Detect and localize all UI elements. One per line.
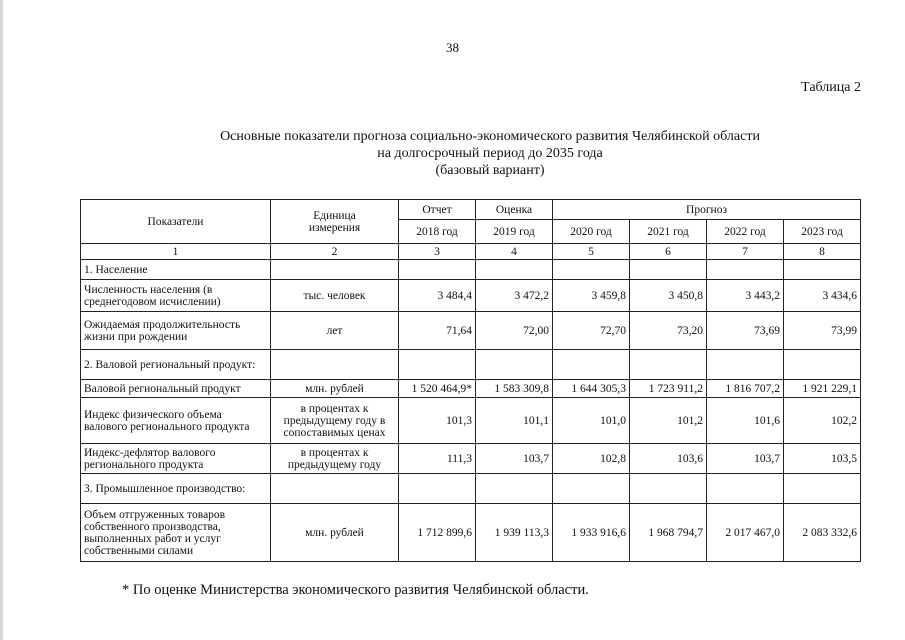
column-number: 7 [707, 244, 784, 260]
header-year: 2019 год [476, 220, 553, 244]
value-cell: 103,5 [784, 444, 861, 474]
row-label: Ожидаемая продолжительность жизни при рождении [81, 312, 271, 350]
table-row [81, 380, 861, 398]
table-label: Таблица 2 [801, 80, 861, 95]
value-cell: 101,3 [399, 398, 476, 444]
row-label: Индекс-дефлятор валового регионального продукта [81, 444, 271, 474]
row-unit: тыс. человек [271, 280, 399, 312]
value-cell: 73,69 [707, 312, 784, 350]
row-unit: лет [271, 312, 399, 350]
header-unit-line-1: Единица [313, 209, 356, 222]
value-cell [399, 350, 476, 380]
value-cell: 1 644 305,3 [553, 380, 630, 398]
value-cell [553, 350, 630, 380]
value-cell [553, 474, 630, 504]
value-cell [399, 474, 476, 504]
column-number: 2 [271, 244, 399, 260]
value-cell [707, 350, 784, 380]
header-estimate: Оценка [476, 200, 553, 220]
value-cell: 2 017 467,0 [707, 504, 784, 562]
value-cell: 1 939 113,3 [476, 504, 553, 562]
value-cell: 3 450,8 [630, 280, 707, 312]
value-cell [784, 350, 861, 380]
value-cell: 1 933 916,6 [553, 504, 630, 562]
value-cell: 1 968 794,7 [630, 504, 707, 562]
section-row [81, 260, 861, 280]
value-cell: 3 484,4 [399, 280, 476, 312]
column-number: 8 [784, 244, 861, 260]
header-year: 2020 год [553, 220, 630, 244]
value-cell: 103,7 [476, 444, 553, 474]
value-cell: 3 443,2 [707, 280, 784, 312]
value-cell [630, 474, 707, 504]
row-unit [271, 474, 399, 504]
column-number: 6 [630, 244, 707, 260]
section-row [81, 350, 861, 380]
section-row [81, 474, 861, 504]
header-forecast: Прогноз [553, 200, 861, 220]
value-cell: 3 459,8 [553, 280, 630, 312]
value-cell: 1 583 309,8 [476, 380, 553, 398]
table-row [81, 398, 861, 444]
value-cell: 101,2 [630, 398, 707, 444]
row-label: Валовой региональный продукт [81, 380, 271, 398]
header-year: 2022 год [707, 220, 784, 244]
value-cell: 101,1 [476, 398, 553, 444]
value-cell: 1 921 229,1 [784, 380, 861, 398]
column-number: 3 [399, 244, 476, 260]
header-year: 2021 год [630, 220, 707, 244]
value-cell: 101,6 [707, 398, 784, 444]
forecast-table [80, 199, 861, 562]
row-label: 2. Валовой региональный продукт: [81, 350, 271, 380]
value-cell: 73,99 [784, 312, 861, 350]
header-unit [271, 200, 399, 244]
value-cell [784, 260, 861, 280]
row-unit: млн. рублей [271, 380, 399, 398]
value-cell: 103,6 [630, 444, 707, 474]
value-cell: 111,3 [399, 444, 476, 474]
value-cell: 3 434,6 [784, 280, 861, 312]
value-cell: 72,70 [553, 312, 630, 350]
column-number: 5 [553, 244, 630, 260]
footnote: * По оценке Министерства экономического развития Челябинской области. [122, 582, 589, 598]
table-row [81, 504, 861, 562]
value-cell [784, 474, 861, 504]
row-label: 3. Промышленное производство: [81, 474, 271, 504]
row-label: Индекс физического объема валового регионального продукта [81, 398, 271, 444]
value-cell: 1 723 911,2 [630, 380, 707, 398]
title-line-1: Основные показатели прогноза социально-экономического развития Челябинской области [220, 129, 760, 144]
value-cell [630, 260, 707, 280]
header-year: 2023 год [784, 220, 861, 244]
value-cell [399, 260, 476, 280]
value-cell: 73,20 [630, 312, 707, 350]
value-cell: 71,64 [399, 312, 476, 350]
header-indicators: Показатели [81, 200, 271, 244]
value-cell: 103,7 [707, 444, 784, 474]
value-cell: 1 712 899,6 [399, 504, 476, 562]
row-unit [271, 350, 399, 380]
column-number: 4 [476, 244, 553, 260]
table-row [81, 444, 861, 474]
page-edge [0, 0, 3, 640]
header-row-1 [81, 200, 861, 220]
row-unit: в процентах к предыдущему году [271, 444, 399, 474]
value-cell: 1 520 464,9* [399, 380, 476, 398]
value-cell: 3 472,2 [476, 280, 553, 312]
header-year: 2018 год [399, 220, 476, 244]
document-title [80, 128, 900, 179]
value-cell: 1 816 707,2 [707, 380, 784, 398]
column-number-row [81, 244, 861, 260]
value-cell: 101,0 [553, 398, 630, 444]
row-unit [271, 260, 399, 280]
header-unit-line-2: измерения [308, 221, 361, 234]
title-line-2: на долгосрочный период до 2035 года [377, 146, 603, 161]
value-cell [476, 350, 553, 380]
value-cell: 102,2 [784, 398, 861, 444]
column-number: 1 [81, 244, 271, 260]
row-label: Объем отгруженных товаров собственного производства, выполненных работ и услуг собственными силами [81, 504, 271, 562]
value-cell: 102,8 [553, 444, 630, 474]
page-number: 38 [446, 40, 459, 55]
value-cell [476, 260, 553, 280]
row-unit: млн. рублей [271, 504, 399, 562]
header-report: Отчет [399, 200, 476, 220]
row-unit: в процентах к предыдущему году в сопоставимых ценах [271, 398, 399, 444]
title-line-3: (базовый вариант) [435, 163, 545, 178]
value-cell: 72,00 [476, 312, 553, 350]
row-label: Численность населения (в среднегодовом исчислении) [81, 280, 271, 312]
value-cell [553, 260, 630, 280]
table-row [81, 280, 861, 312]
value-cell: 2 083 332,6 [784, 504, 861, 562]
value-cell [707, 260, 784, 280]
value-cell [630, 350, 707, 380]
table-row [81, 312, 861, 350]
value-cell [476, 474, 553, 504]
row-label: 1. Население [81, 260, 271, 280]
value-cell [707, 474, 784, 504]
